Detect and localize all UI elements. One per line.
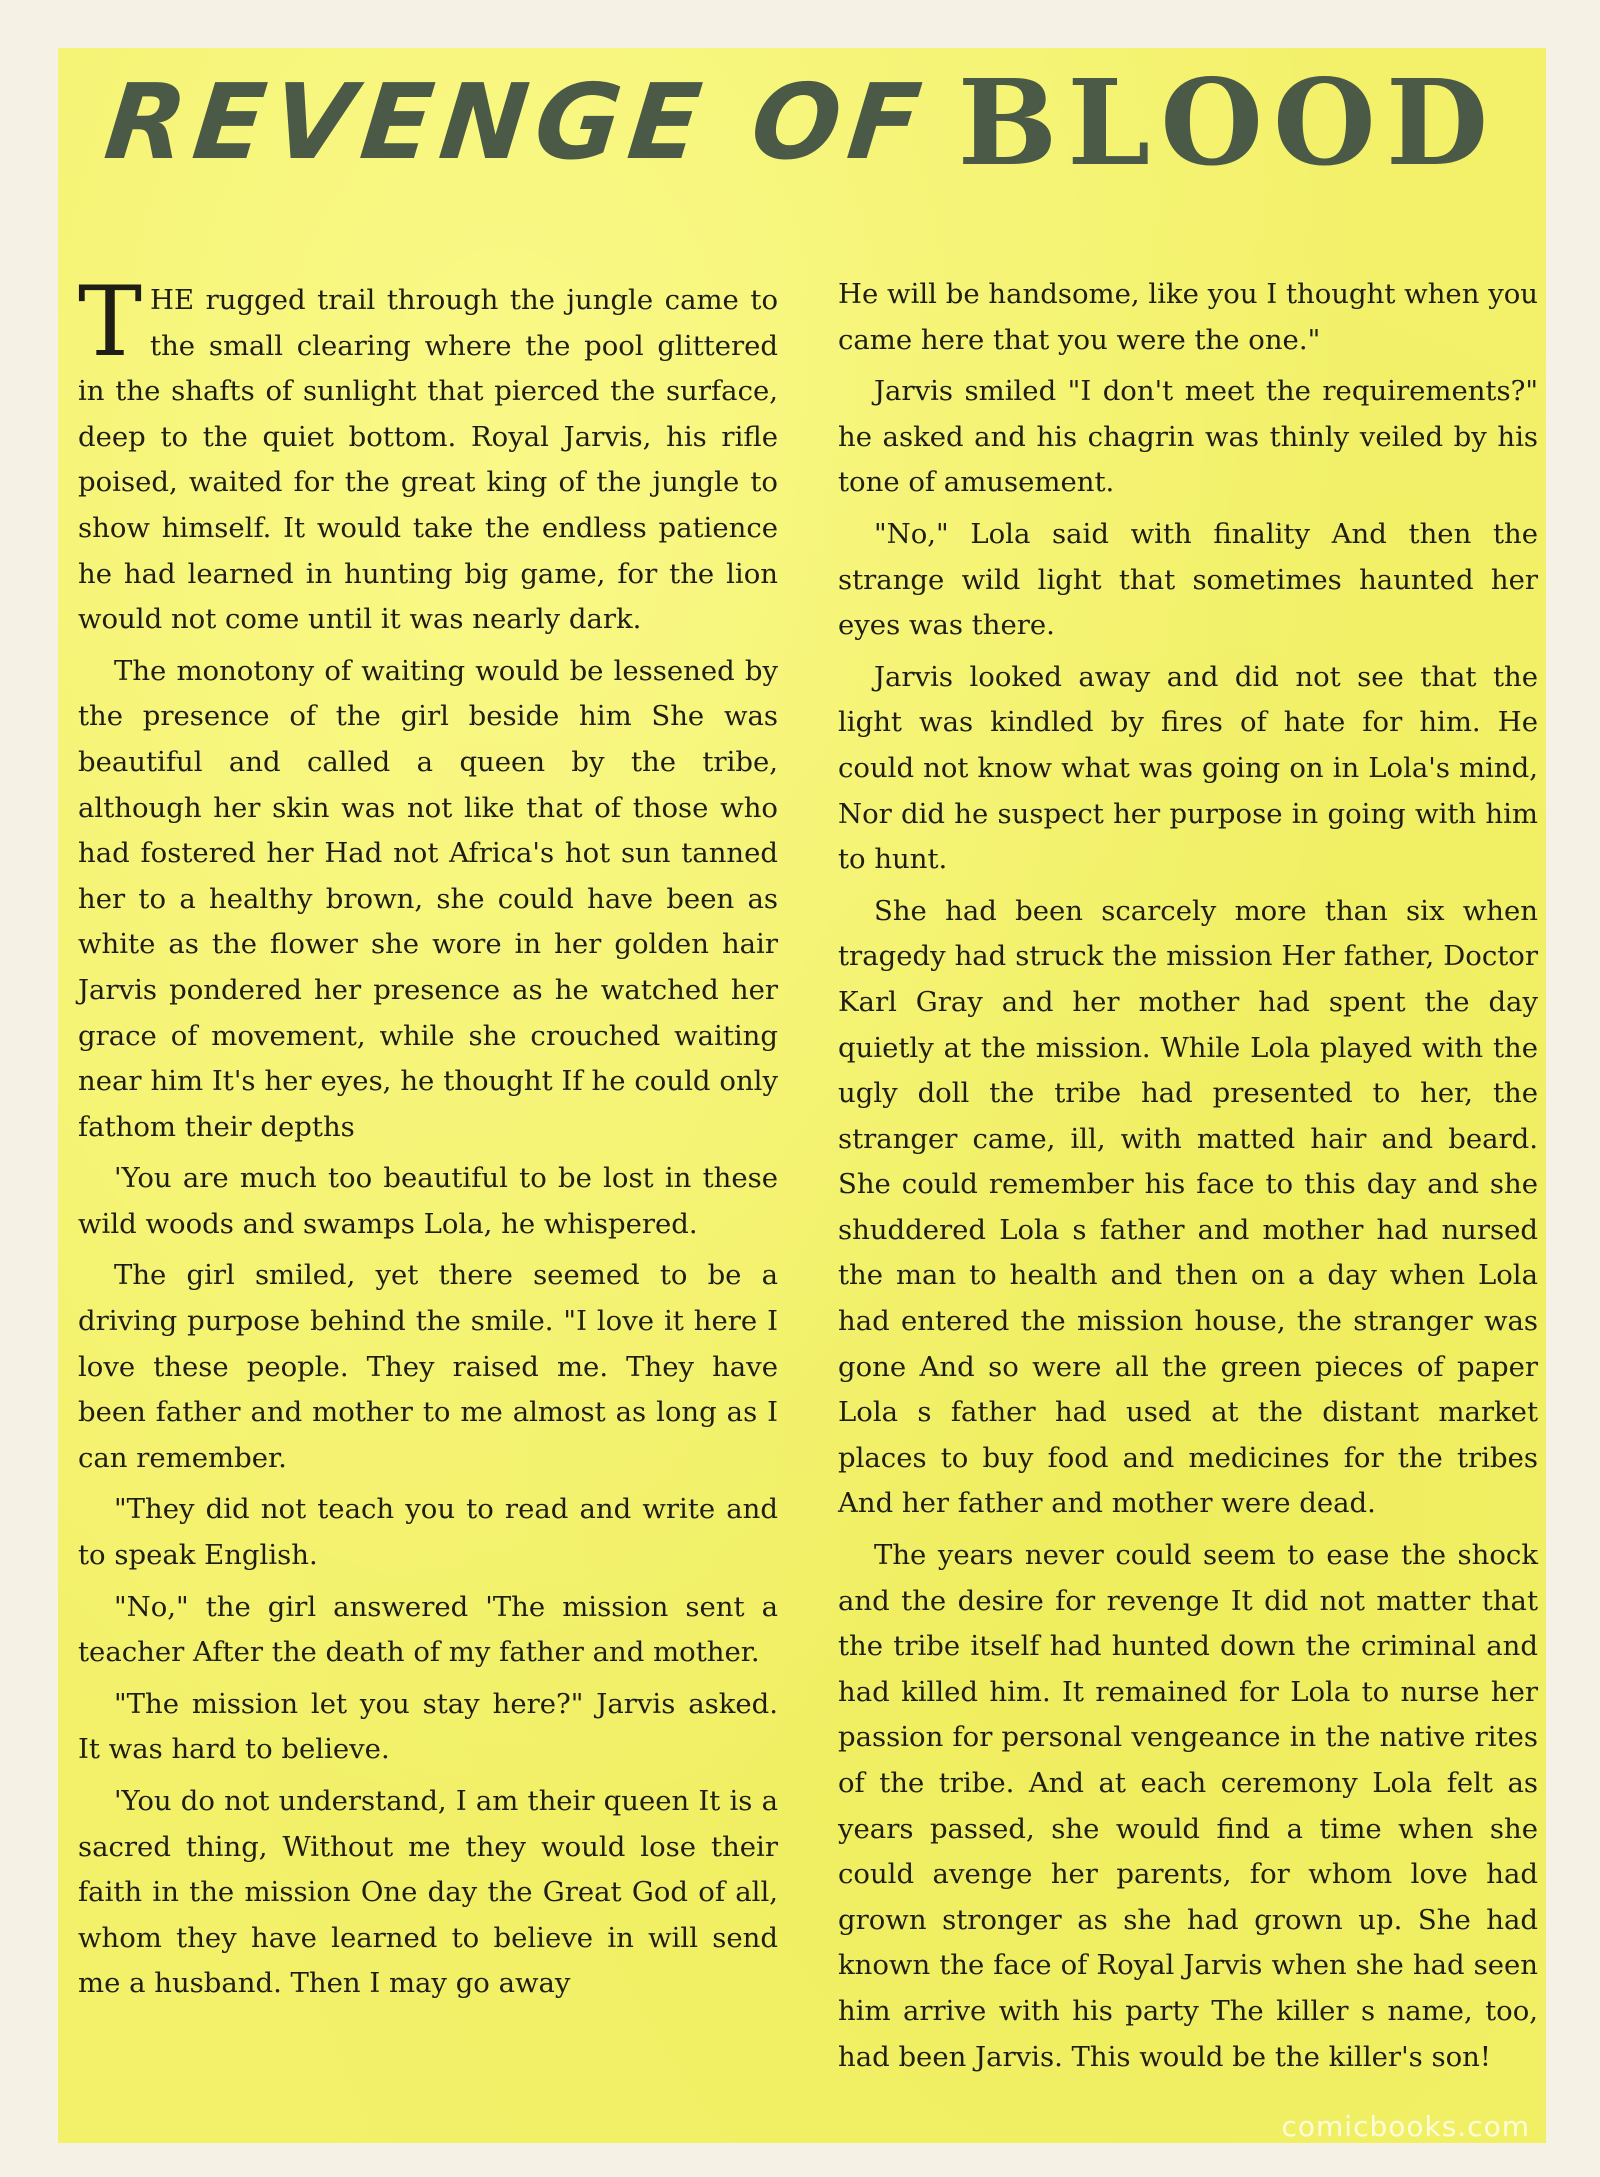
paragraph: He will be handsome, like you I thought when you came here that you were the one."	[838, 278, 1538, 356]
paragraph: Jarvis smiled "I don't meet the requirements?" he asked and his chagrin was thinly veiled by his tone of amusement.	[838, 375, 1538, 499]
watermark: comicbooks.com	[1281, 2110, 1530, 2143]
title-part-1: REVENGE OF	[99, 61, 934, 183]
story-title	[58, 52, 1546, 192]
paragraph: "No," the girl answered 'The mission sent a teacher After the death of my father and mother.	[78, 1590, 778, 1669]
paragraph: 'You do not understand, I am their queen It is a sacred thing, Without me they would lose their faith in the mission One day the Great God of all, whom they have learned to believe in will send me a husband. Then I may go away	[78, 1785, 778, 2000]
paragraph-text: HE rugged trail through the jungle came to the small clearing where the pool glittered in the shafts of sunlight that pierced the surface, deep to the quiet bottom. Royal Jarvis, his rifle poised, waited for the great king of the jungle to show himself. It would take the endless patience he had learned in hunting big game, for the lion would not come until it was nearly dark.	[78, 284, 778, 636]
paragraph: "They did not teach you to read and write and to speak English.	[78, 1493, 778, 1572]
paragraph: The years never could seem to ease the shock and the desire for revenge It did not matter that the tribe itself had hunted down the criminal and had killed him. It remained for Lola to nurse her passion for personal vengeance in the native rites of the tribe. And at each ceremony Lola felt as years passed, she would find a time when she could avenge her parents, for whom love had grown stronger as she had grown up. She had known the face of Royal Jarvis when she had seen him arrive with his party The killer s name, too, had been Jarvis. This would be the killer's son!	[838, 1539, 1538, 2073]
paragraph: 'You are much too beautiful to be lost in these wild woods and swamps Lola, he whispered.	[78, 1162, 778, 1240]
drop-cap: T	[78, 266, 143, 378]
title-part-2: BLOOD	[957, 52, 1499, 192]
paragraph: The monotony of waiting would be lessened by the presence of the girl beside him She was beautiful and called a queen by the tribe, although her skin was not like that of those who had fostered her Had not Africa's hot sun tanned her to a healthy brown, she could have been as white as the flower she wore in her golden hair Jarvis pondered her presence as he watched her grace of movement, while she crouched waiting near him It's her eyes, he thought If he could only fathom their depths	[78, 654, 778, 1143]
paragraph: The girl smiled, yet there seemed to be a driving purpose behind the smile. "I love it here I love these people. They raised me. They have been father and mother to me almost as long as I can remember.	[78, 1259, 778, 1474]
paragraph	[78, 266, 778, 643]
story-page	[58, 48, 1546, 2143]
right-column	[838, 272, 1538, 2086]
left-column	[78, 266, 778, 2013]
paragraph: "The mission let you stay here?" Jarvis asked. It was hard to believe.	[78, 1687, 778, 1766]
paragraph: "No," Lola said with finality And then the strange wild light that sometimes haunted her eyes was there.	[838, 517, 1538, 642]
paragraph: Jarvis looked away and did not see that the light was kindled by fires of hate for him. He could not know what was going on in Lola's mind, Nor did he suspect her purpose in going with him to hunt.	[838, 660, 1538, 876]
paragraph: She had been scarcely more than six when tragedy had struck the mission Her father, Doctor Karl Gray and her mother had spent the day quietly at the mission. While Lola played with the ugly doll the tribe had presented to her, the stranger came, ill, with matted hair and beard. She could remember his face to this day and she shuddered Lola s father and mother had nursed the man to health and then on a day when Lola had entered the mission house, the stranger was gone And so were all the green pieces of paper Lola s father had used at the distant market places to buy food and medicines for the tribes And her father and mother were dead.	[838, 894, 1538, 1520]
